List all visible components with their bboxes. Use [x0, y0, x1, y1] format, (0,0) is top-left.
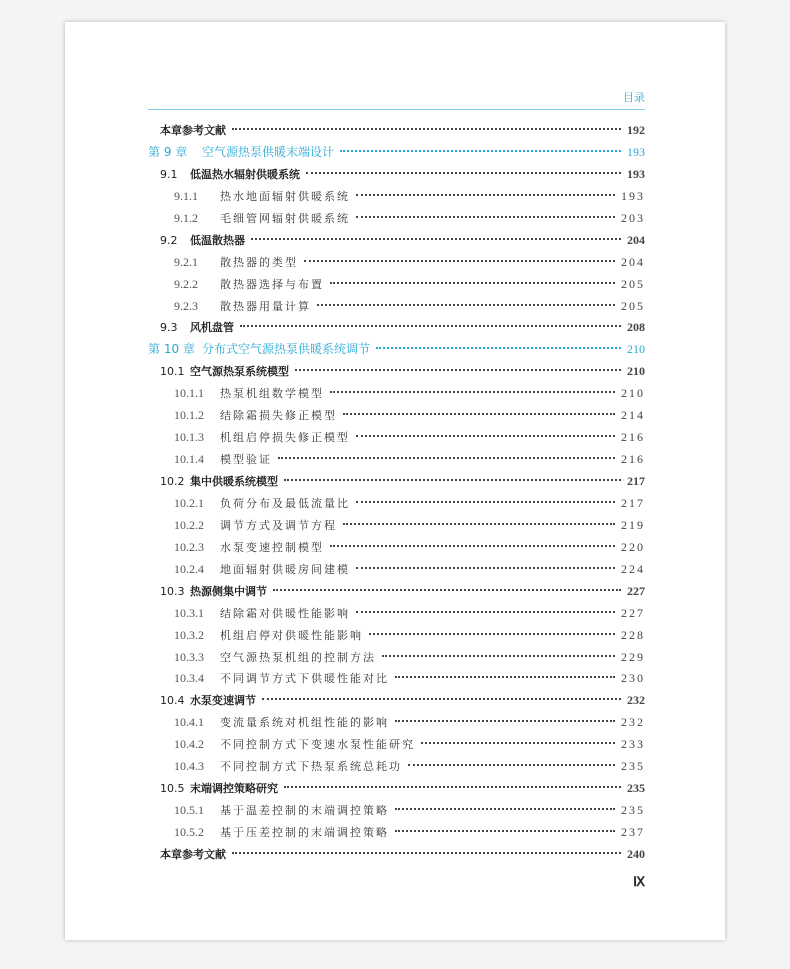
toc-references[interactable] [148, 844, 645, 866]
entry-page: 237 [621, 825, 645, 839]
entry-number: 10.4.2 [174, 737, 204, 752]
entry-number: 10.3.4 [174, 671, 204, 686]
dot-leader [395, 830, 615, 832]
dot-leader [395, 720, 615, 722]
toc-entry[interactable] [148, 537, 645, 559]
entry-title: 空气源热泵系统模型 [190, 365, 289, 379]
toc-references[interactable] [148, 120, 645, 142]
entry-page: 217 [621, 495, 645, 510]
dot-leader [273, 589, 621, 591]
entry-number: 10.5.2 [174, 825, 204, 839]
toc-entry[interactable] [148, 186, 645, 208]
entry-number: 第 9 章 [148, 144, 188, 159]
header-rule [148, 109, 645, 110]
dot-leader [408, 764, 615, 766]
entry-title: 负荷分布及最低流量比 [220, 496, 350, 510]
entry-title: 变流量系统对机组性能的影响 [220, 716, 389, 730]
toc-entry[interactable] [148, 405, 645, 427]
toc-entry[interactable] [148, 734, 645, 756]
entry-title: 结除霜损失修正模型 [220, 409, 337, 423]
toc-entry[interactable] [148, 427, 645, 449]
entry-title: 热泵机组数学模型 [220, 387, 324, 401]
entry-page: 232 [627, 693, 645, 708]
entry-number: 9.2.2 [174, 276, 198, 291]
toc-entry[interactable] [148, 493, 645, 515]
entry-page: 205 [621, 276, 645, 291]
entry-page: 210 [627, 342, 645, 357]
entry-title: 水泵变速控制模型 [220, 540, 324, 554]
dot-leader [356, 435, 615, 437]
dot-leader [376, 347, 621, 349]
entry-number: 10.5.1 [174, 803, 204, 818]
entry-page: 214 [621, 408, 645, 423]
dot-leader [330, 391, 615, 393]
entry-number: 10.3.3 [174, 649, 204, 664]
entry-title: 空气源热泵机组的控制方法 [220, 650, 376, 664]
toc-entry[interactable] [148, 603, 645, 625]
entry-page: 192 [627, 123, 645, 137]
toc-entry[interactable] [148, 690, 645, 712]
entry-title: 模型验证 [220, 453, 272, 467]
toc-entry[interactable] [148, 164, 645, 186]
toc-entry[interactable] [148, 559, 645, 581]
entry-title: 不同控制方式下变速水泵性能研究 [220, 738, 415, 752]
toc-entry[interactable] [148, 230, 645, 252]
entry-title: 分布式空气源热泵供暖系统调节 [202, 342, 371, 357]
dot-leader [306, 172, 621, 174]
entry-page: 235 [627, 781, 645, 796]
entry-number: 9.1.2 [174, 210, 198, 225]
dot-leader [284, 479, 621, 481]
entry-title: 低温散热器 [190, 233, 245, 247]
entry-title: 毛细管网辐射供暖系统 [220, 211, 350, 225]
dot-leader [395, 808, 615, 810]
entry-page: 193 [627, 144, 645, 159]
dot-leader [232, 852, 621, 854]
entry-title: 热源侧集中调节 [190, 584, 267, 598]
entry-page: 204 [627, 232, 645, 247]
dot-leader [295, 369, 621, 371]
entry-page: 216 [621, 430, 645, 445]
entry-page: 240 [627, 846, 645, 861]
dot-leader [369, 633, 615, 635]
toc-chapter[interactable] [148, 339, 645, 361]
toc-entry[interactable] [148, 668, 645, 690]
entry-number: 10.4.3 [174, 759, 204, 774]
entry-title: 本章参考文献 [160, 124, 226, 137]
entry-page: 204 [621, 254, 645, 269]
entry-number: 10.2.1 [174, 495, 204, 510]
dot-leader [356, 194, 615, 196]
entry-title: 散热器选择与布置 [220, 277, 324, 291]
toc-entry[interactable] [148, 361, 645, 383]
entry-title: 结除霜对供暖性能影响 [220, 606, 350, 620]
page-number: Ⅸ [633, 874, 645, 889]
entry-title: 地面辐射供暖房间建模 [220, 562, 350, 576]
entry-page: 193 [621, 188, 645, 203]
entry-number: 10.2 [160, 475, 185, 488]
dot-leader [262, 698, 621, 700]
entry-number: 9.3 [160, 321, 178, 335]
toc-entry[interactable] [148, 778, 645, 800]
entry-number: 10.1.2 [174, 408, 204, 423]
entry-page: 235 [621, 803, 645, 818]
entry-title: 不同控制方式下热泵系统总耗功 [220, 760, 402, 774]
toc-entry[interactable] [148, 515, 645, 537]
dot-leader [343, 523, 615, 525]
entry-title: 散热器用量计算 [220, 299, 311, 313]
entry-number: 10.2.3 [174, 539, 204, 554]
entry-number: 9.2.3 [174, 298, 198, 313]
entry-number: 10.1 [160, 365, 185, 379]
entry-page: 228 [621, 627, 645, 642]
entry-page: 230 [621, 671, 645, 686]
dot-leader [395, 676, 615, 678]
entry-number: 9.1.1 [174, 188, 198, 203]
entry-number: 10.3.2 [174, 627, 204, 642]
entry-title: 机组启停对供暖性能影响 [220, 628, 363, 642]
toc-entry[interactable] [148, 471, 645, 493]
dot-leader [240, 325, 621, 327]
entry-page: 229 [621, 649, 645, 664]
entry-page: 224 [621, 561, 645, 576]
entry-number: 10.3.1 [174, 605, 204, 620]
dot-leader [356, 501, 615, 503]
entry-title: 本章参考文献 [160, 847, 226, 861]
toc-entry[interactable] [148, 712, 645, 734]
toc-entry[interactable] [148, 581, 645, 603]
entry-title: 基于温差控制的末端调控策略 [220, 804, 389, 818]
toc-entry[interactable] [148, 296, 645, 318]
dot-leader [317, 304, 615, 306]
toc-entry[interactable] [148, 800, 645, 822]
entry-page: 220 [621, 539, 645, 554]
dot-leader [340, 150, 621, 152]
dot-leader [421, 742, 615, 744]
entry-title: 水泵变速调节 [190, 694, 256, 708]
entry-number: 10.4 [160, 694, 185, 708]
table-of-contents [148, 120, 645, 866]
dot-leader [356, 216, 615, 218]
entry-page: 216 [621, 452, 645, 467]
dot-leader [330, 545, 615, 547]
running-header: 目录 [623, 91, 645, 104]
entry-title: 机组启停损失修正模型 [220, 431, 350, 445]
entry-title: 调节方式及调节方程 [220, 518, 337, 532]
entry-title: 末端调控策略研究 [190, 782, 278, 796]
toc-entry[interactable] [148, 274, 645, 296]
entry-title: 不同调节方式下供暖性能对比 [220, 672, 389, 686]
entry-title: 空气源热泵供暖末端设计 [202, 144, 335, 159]
dot-leader [284, 786, 621, 788]
entry-page: 227 [621, 605, 645, 620]
toc-entry[interactable] [148, 625, 645, 647]
entry-page: 219 [621, 517, 645, 532]
entry-page: 208 [627, 320, 645, 335]
entry-number: 10.5 [160, 782, 185, 796]
entry-page: 210 [621, 386, 645, 401]
entry-page: 210 [627, 364, 645, 379]
entry-page: 233 [621, 737, 645, 752]
toc-entry[interactable] [148, 383, 645, 405]
dot-leader [278, 457, 615, 459]
toc-entry[interactable] [148, 449, 645, 471]
dot-leader [232, 128, 621, 130]
entry-number: 10.1.4 [174, 452, 204, 467]
entry-title: 热水地面辐射供暖系统 [220, 189, 350, 203]
entry-page: 227 [627, 583, 645, 598]
entry-page: 203 [621, 210, 645, 225]
dot-leader [382, 655, 615, 657]
toc-entry[interactable] [148, 647, 645, 669]
entry-number: 10.1.1 [174, 386, 204, 401]
entry-title: 集中供暖系统模型 [190, 475, 278, 488]
entry-number: 10.4.1 [174, 715, 204, 730]
entry-number: 10.1.3 [174, 430, 204, 445]
toc-entry[interactable] [148, 208, 645, 230]
dot-leader [330, 282, 615, 284]
entry-page: 232 [621, 715, 645, 730]
dot-leader [356, 611, 615, 613]
toc-entry[interactable] [148, 756, 645, 778]
toc-entry[interactable] [148, 317, 645, 339]
entry-number: 10.2.4 [174, 561, 204, 576]
entry-title: 低温热水辐射供暖系统 [190, 167, 300, 181]
toc-entry[interactable] [148, 822, 645, 844]
entry-title: 散热器的类型 [220, 255, 298, 269]
entry-page: 217 [627, 474, 645, 488]
entry-number: 9.1 [160, 167, 178, 181]
toc-entry[interactable] [148, 252, 645, 274]
entry-number: 第 10 章 [148, 342, 195, 357]
dot-leader [356, 567, 615, 569]
dot-leader [343, 413, 615, 415]
toc-chapter[interactable] [148, 142, 645, 164]
entry-title: 风机盘管 [190, 321, 234, 335]
entry-number: 9.2 [160, 233, 178, 247]
dot-leader [304, 260, 615, 262]
dot-leader [251, 238, 621, 240]
entry-page: 235 [621, 759, 645, 774]
entry-title: 基于压差控制的末端调控策略 [220, 826, 389, 839]
entry-page: 205 [621, 298, 645, 313]
entry-number: 9.2.1 [174, 254, 198, 269]
entry-number: 10.3 [160, 584, 185, 598]
entry-number: 10.2.2 [174, 517, 204, 532]
entry-page: 193 [627, 166, 645, 181]
